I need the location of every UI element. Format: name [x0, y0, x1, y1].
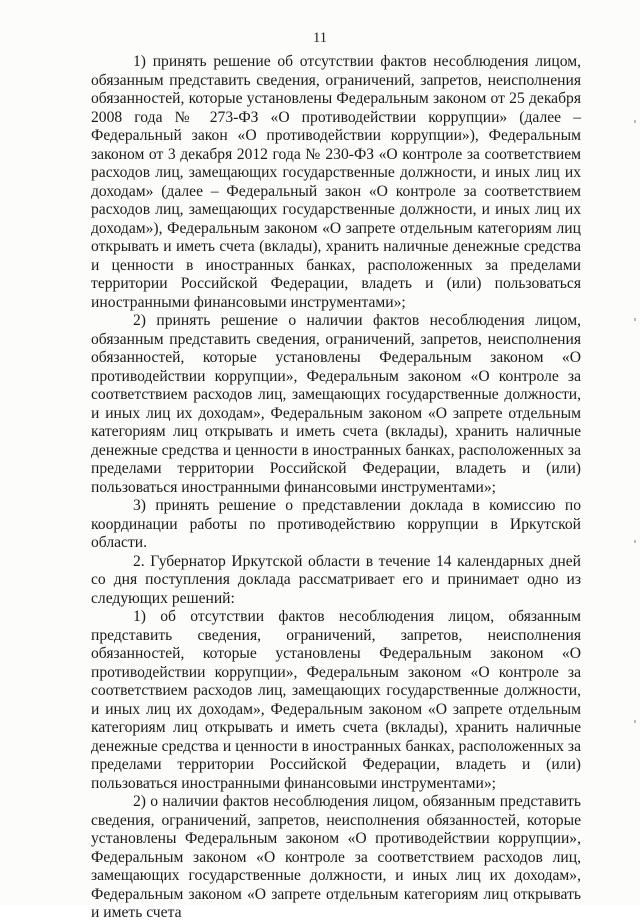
paragraph-decision-violations: 2) принять решение о наличии фактов несоблюдения лицом, обязанным представить сведения, ограничений, запретов, неисполнения обязанностей, которые установлены Федеральным законом «О противодействии коррупции», Федеральным законом «О контроле за соответствием расходов лиц, замещающих государственные должности, и иных лиц их доходам», Федеральным законом «О запрете отдельным категориям лиц открывать и иметь счета (вклады), хранить наличные денежные средства и ценности в иностранных банках, расположенных за пределами территории Российской Федерации, владеть и (или) пользоваться иностранными финансовыми инструментами»; — [91, 312, 581, 496]
page-number: 11 — [313, 30, 327, 46]
paragraph-governor-violations: 2) о наличии фактов несоблюдения лицом, обязанным представить сведения, ограничений, запретов, неисполнения обязанностей, которые установлены Федеральным законом «О противодействии коррупции», Федеральным законом «О контроле за соответствием расходов лиц, замещающих государственные должности, и иных лиц их доходам», Федеральным законом «О запрете отдельным категориям лиц открывать и иметь счета — [91, 793, 581, 921]
scan-edge-mark — [634, 120, 636, 123]
paragraph-decision-no-violations: 1) принять решение об отсутствии фактов несоблюдения лицом, обязанным представить сведения, ограничений, запретов, неисполнения обязанностей, которые установлены Федеральным законом от 25 декабря 2008 года № 273-ФЗ «О противодействии коррупции» (далее – Федеральный закон «О противодействии коррупции»), Федеральным законом от 3 декабря 2012 года № 230-ФЗ «О контроле за соответствием расходов лиц, замещающих государственные должности, и иных лиц их доходам» (далее – Федеральный закон «О контроле за соответствием расходов лиц, замещающих государственные должности, и иных лиц их доходам»), Федеральным законом «О запрете отдельным категориям лиц открывать и иметь счета (вклады), хранить наличные денежные средства и ценности в иностранных банках, расположенных за пределами территории Российской Федерации, владеть и (или) пользоваться иностранными финансовыми инструментами»; — [91, 53, 581, 311]
scan-edge-mark — [634, 318, 636, 321]
paragraph-decision-commission: 3) принять решение о представлении доклада в комиссию по координации работы по противодействию коррупции в Иркутской области. — [91, 497, 581, 551]
scan-edge-mark — [634, 540, 636, 543]
paragraph-governor-no-violations: 1) об отсутствии фактов несоблюдения лицом, обязанным представить сведения, ограничений, запретов, неисполнения обязанностей, которые установлены Федеральным законом «О противодействии коррупции», Федеральным законом «О контроле за соответствием расходов лиц, замещающих государственные должности, и иных лиц их доходам», Федеральным законом «О запрете отдельным категориям лиц открывать и иметь счета (вклады), хранить наличные денежные средства и ценности в иностранных банках, расположенных за пределами территории Российской Федерации, владеть и (или) пользоваться иностранными финансовыми инструментами»; — [91, 608, 581, 792]
document-body — [91, 53, 581, 923]
paragraph-governor-review: 2. Губернатор Иркутской области в течение 14 календарных дней со дня поступления доклада рассматривает его и принимает одно из следующих решений: — [91, 552, 581, 607]
scan-edge-mark — [634, 720, 636, 723]
